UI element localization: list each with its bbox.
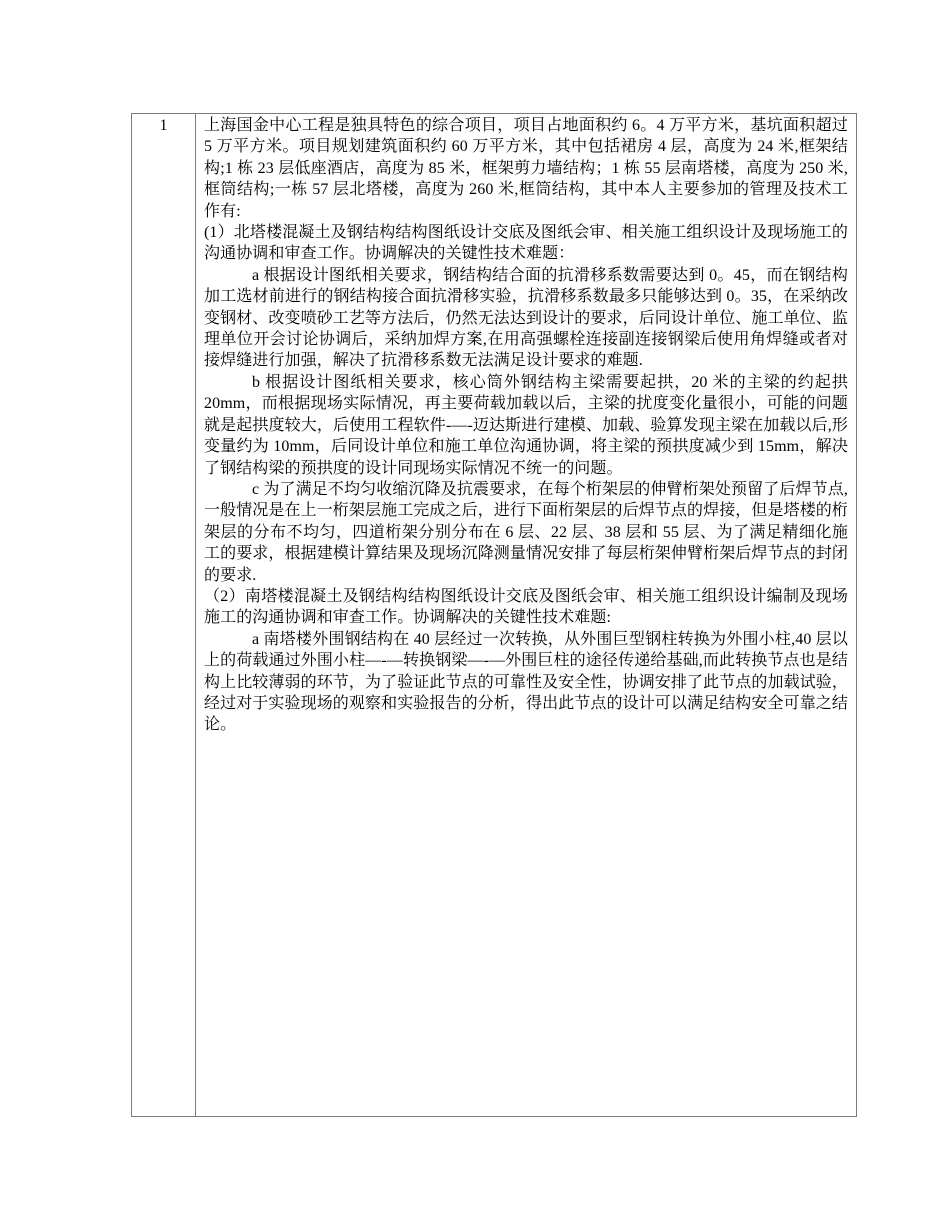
item-1b-paragraph: b 根据设计图纸相关要求，核心筒外钢结构主梁需要起拱，20 米的主梁的约起拱 20mm，而根据现场实际情况，再主要荷载加载以后，主梁的扰度变化量很小，可能的问题就是起拱度较大，后使用工程软件-—-迈达斯进行建模、加载、验算发现主梁在加载以后,形变量约为 10mm，后同设计单位和施工单位沟通协调，将主梁的预拱度减少到 15mm，解决了钢结构梁的预拱度的设计同现场实际情况不统一的问题。	[204, 373, 848, 477]
section-2-heading: （2）南塔楼混凝土及钢结构结构图纸设计交底及图纸会审、相关施工组织设计编制及现场施工的沟通协调和审查工作。协调解决的关键性技术难题:	[204, 587, 848, 627]
content-cell	[196, 114, 856, 1116]
section-1-heading: (1）北塔楼混凝土及钢结构结构图纸设计交底及图纸会审、相关施工组织设计及现场施工的沟通协调和审查工作。协调解决的关键性技术难题：	[204, 224, 848, 263]
item-2a-paragraph: a 南塔楼外围钢结构在 40 层经过一次转换，从外围巨型钢柱转换为外围小柱,40 层以上的荷载通过外围小柱—-—转换钢梁—-—外围巨柱的途径传递给基础,而此转换节点也是结构上比较薄弱的环节，为了验证此节点的可靠性及安全性，协调安排了此节点的加载试验，经过对于实验现场的观察和实验报告的分析，得出此节点的设计可以满足结构安全可靠之结论。	[204, 630, 849, 734]
intro-paragraph: 上海国金中心工程是独具特色的综合项目，项目占地面积约 6。4 万平方米，基坑面积超过 5 万平方米。项目规划建筑面积约 60 万平方米，其中包括裙房 4 层，高度为 24 米,框架结构;1 栋 23 层低座酒店，高度为 85 米，框架剪力墙结构；1 栋 55 层南塔楼，高度为 250 米,框筒结构;一栋 57 层北塔楼，高度为 260 米,框筒结构，其中本人主要参加的管理及技术工作有:	[204, 117, 848, 220]
document-table	[131, 113, 857, 1117]
row-number-cell	[132, 114, 196, 1116]
item-1a-paragraph: a 根据设计图纸相关要求，钢结构结合面的抗滑移系数需要达到 0。45，而在钢结构加工选材前进行的钢结构接合面抗滑移实验，抗滑移系数最多只能够达到 0。35，在采纳改变钢材、改变喷砂工艺等方法后，仍然无法达到设计的要求，后同设计单位、施工单位、监理单位开会讨论协调后，采纳加焊方案,在用高强螺栓连接副连接钢梁后使用角焊缝或者对接焊缝进行加强，解决了抗滑移系数无法满足设计要求的难题.	[204, 266, 849, 370]
item-1c-paragraph: c 为了满足不均匀收缩沉降及抗震要求，在每个桁架层的伸臂桁架处预留了后焊节点,一般情况是在上一桁架层施工完成之后，进行下面桁架层的后焊节点的焊接，但是塔楼的桁架层的分布不均匀，四道桁架分别分布在 6 层、22 层、38 层和 55 层、为了满足精细化施工的要求，根据建模计算结果及现场沉降测量情况安排了每层桁架伸臂桁架后焊节点的封闭的要求.	[204, 480, 849, 584]
row-number: 1	[159, 117, 168, 134]
